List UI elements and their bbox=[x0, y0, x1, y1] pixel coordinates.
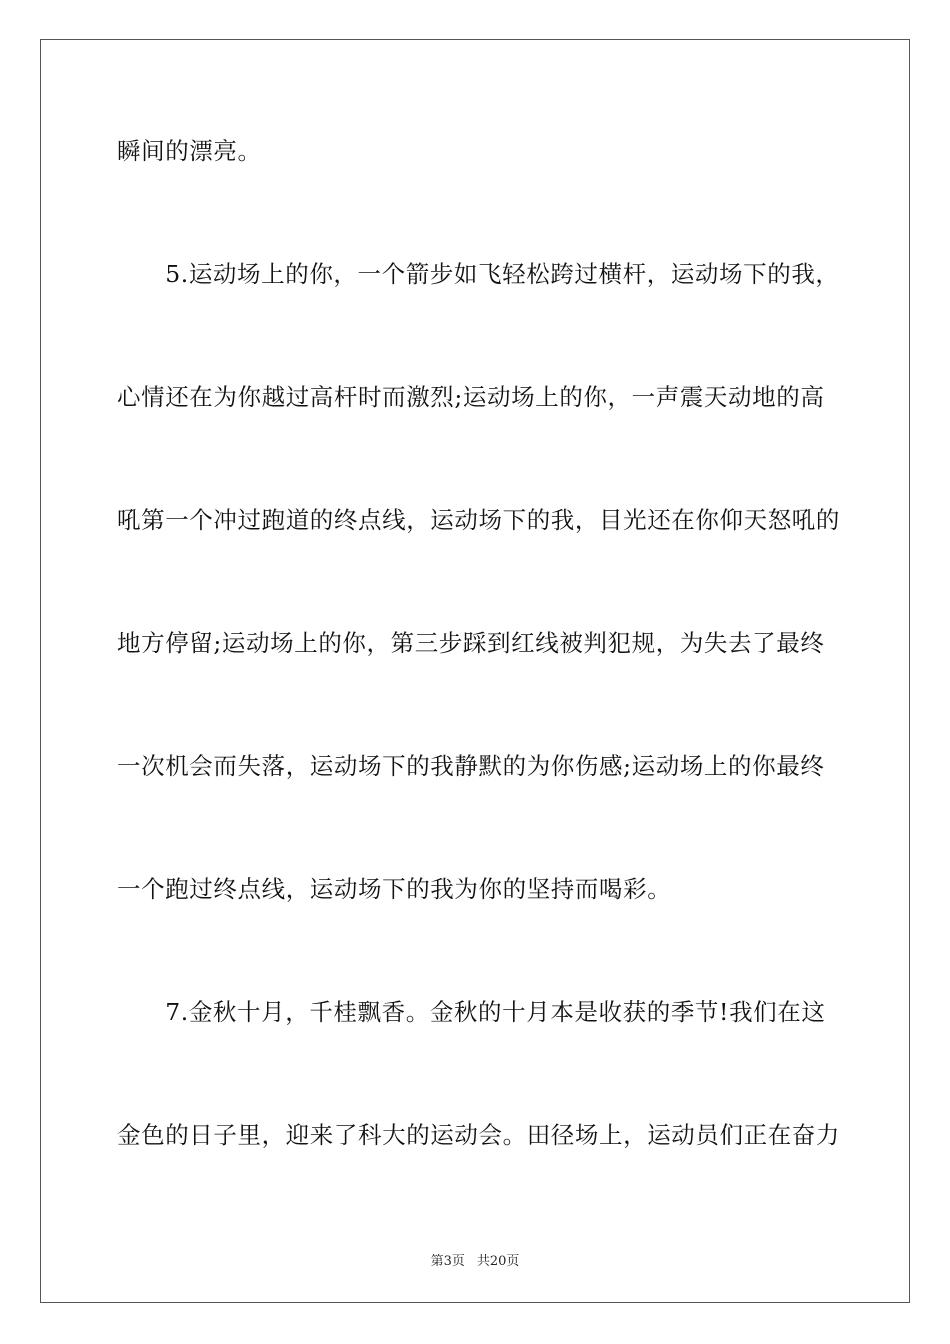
text-line-3: 心情还在为你越过高杆时而激烈;运动场上的你，一声震天动地的高 bbox=[117, 383, 825, 411]
text-line-8: 7.金秋十月，千桂飘香。金秋的十月本是收获的季节!我们在这 bbox=[117, 998, 826, 1026]
text-line-4: 吼第一个冲过跑道的终点线，运动场下的我，目光还在你仰天怒吼的 bbox=[117, 506, 840, 534]
text-line-9: 金色的日子里，迎来了科大的运动会。田径场上，运动员们正在奋力 bbox=[117, 1121, 840, 1149]
text-line-1: 瞬间的漂亮。 bbox=[117, 137, 262, 165]
text-line-5: 地方停留;运动场上的你，第三步踩到红线被判犯规，为失去了最终 bbox=[117, 629, 825, 657]
text-line-6: 一次机会而失落，运动场下的我静默的为你伤感;运动场上的你最终 bbox=[117, 752, 825, 780]
page-footer bbox=[0, 1250, 950, 1269]
text-line-2: 5.运动场上的你，一个箭步如飞轻松跨过横杆，运动场下的我， bbox=[117, 260, 840, 288]
page-frame bbox=[40, 39, 910, 1303]
page-number: 第3页 bbox=[430, 1254, 465, 1269]
page-total: 共20页 bbox=[476, 1254, 520, 1269]
text-line-7: 一个跑过终点线，运动场下的我为你的坚持而喝彩。 bbox=[117, 875, 672, 903]
